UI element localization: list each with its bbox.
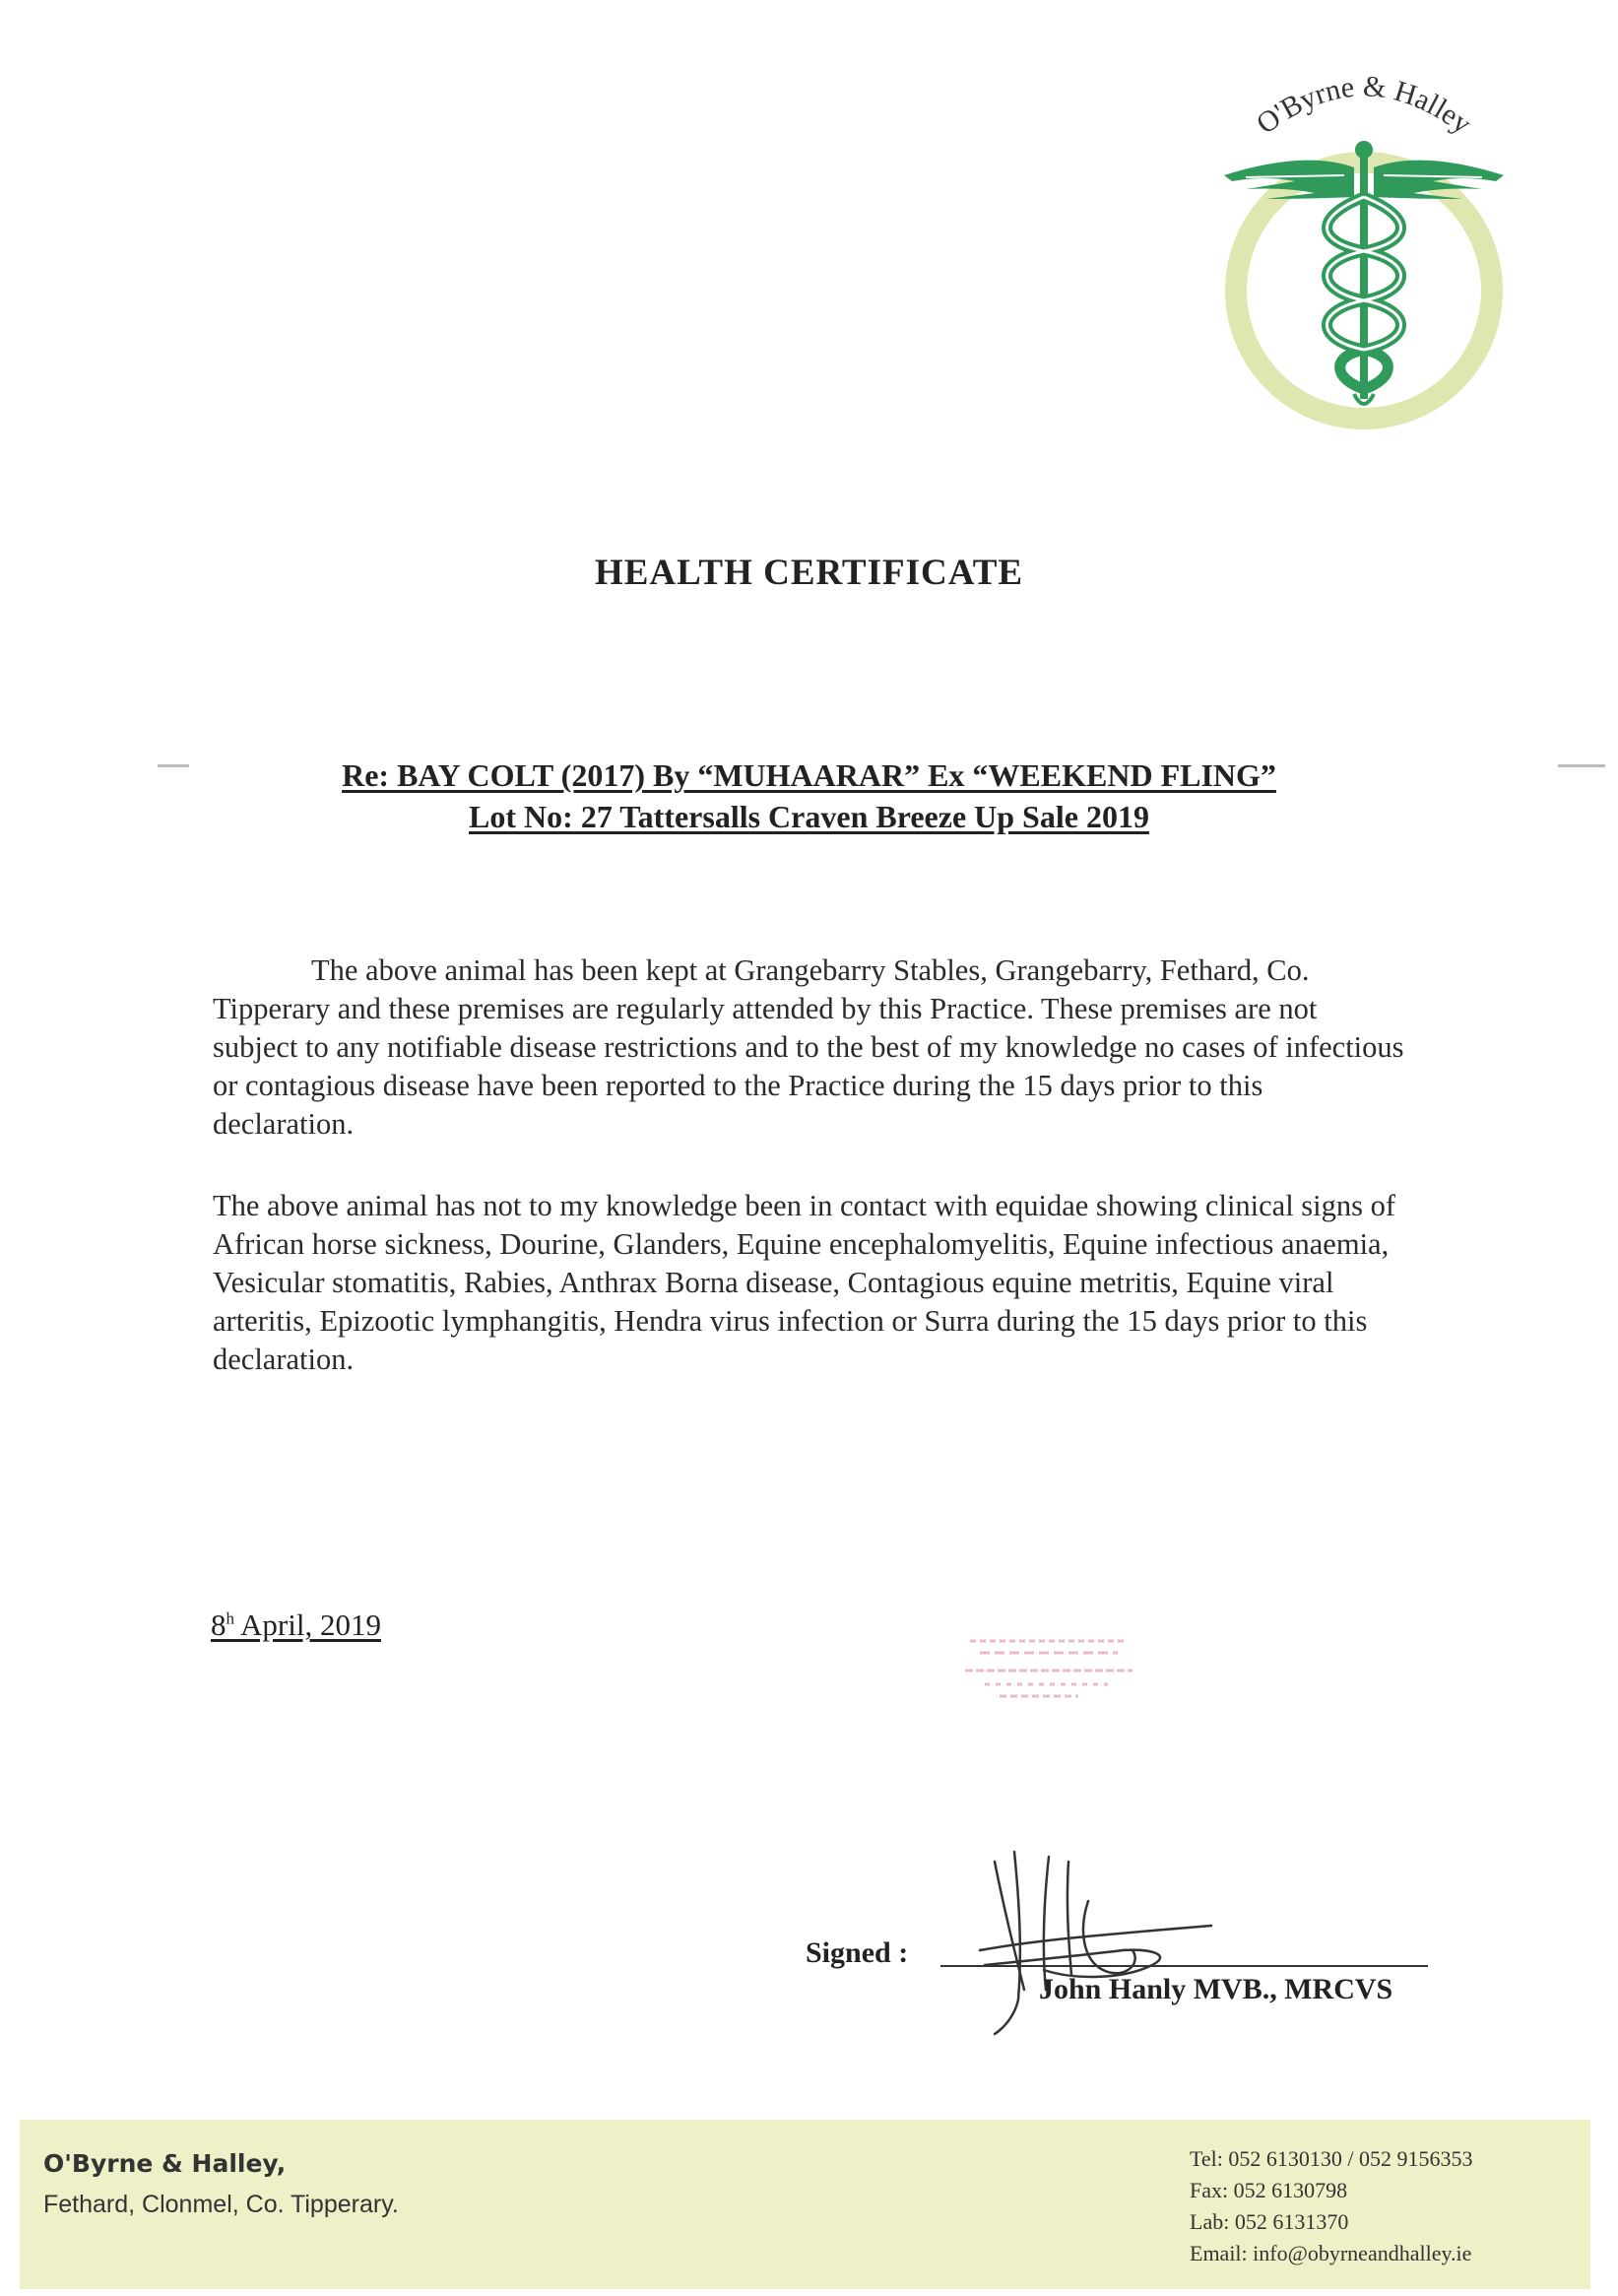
footer-contacts	[1190, 2143, 1473, 2269]
letterhead-footer	[20, 2120, 1590, 2289]
body-paragraph-contact: The above animal has not to my knowledge been in contact with equidae showing clinical signs of African horse sickness, Dourine, Glanders, Equine encephalomyelitis, Equine infectious anaemia, Vesicular stomatitis, Rabies, Anthrax Borna disease, Contagious equine metritis, Equine viral arteritis, Epizootic lymphangitis, Hendra virus infection or Surra during the 15 days prior to this declaration.	[213, 1189, 1396, 1376]
practice-logo	[1206, 59, 1521, 453]
footer-email: Email: info@obyrneandhalley.ie	[1190, 2241, 1472, 2265]
svg-text:O'Byrne & Halley: O'Byrne & Halley	[1250, 70, 1478, 141]
footer-fax: Fax: 052 6130798	[1190, 2178, 1348, 2202]
footer-tel: Tel: 052 6130130 / 052 9156353	[1190, 2146, 1473, 2171]
document-title: HEALTH CERTIFICATE	[594, 553, 1024, 593]
faded-stamp-mark	[960, 1633, 1137, 1702]
certificate-date: 8$^h$ April, 2019	[211, 1607, 381, 1642]
footer-firm-name: O'Byrne & Halley,	[43, 2149, 287, 2178]
signer-name: John Hanly MVB., MRCVS	[1039, 1973, 1393, 2005]
subject-line-lot: Lot No: 27 Tattersalls Craven Breeze Up Sale 2019	[469, 799, 1149, 834]
handwritten-signature	[975, 1842, 1251, 2039]
subject-block	[0, 754, 1618, 837]
subject-line-horse: Re: BAY COLT (2017) By “MUHAARAR” Ex “WEEKEND FLING”	[342, 757, 1276, 793]
footer-address: Fethard, Clonmel, Co. Tipperary.	[43, 2191, 399, 2218]
footer-lab: Lab: 052 6131370	[1190, 2209, 1349, 2234]
signed-label: Signed :	[806, 1936, 909, 1969]
body-paragraph-premises: The above animal has been kept at Grangebarry Stables, Grangebarry, Fethard, Co. Tipperary and these premises are regularly attended by this Practice. These premises are not subject to any notifiable disease restrictions and to the best of my knowledge no cases of infectious or contagious disease have been reported to the Practice during the 15 days prior to this declaration.	[213, 953, 1404, 1141]
